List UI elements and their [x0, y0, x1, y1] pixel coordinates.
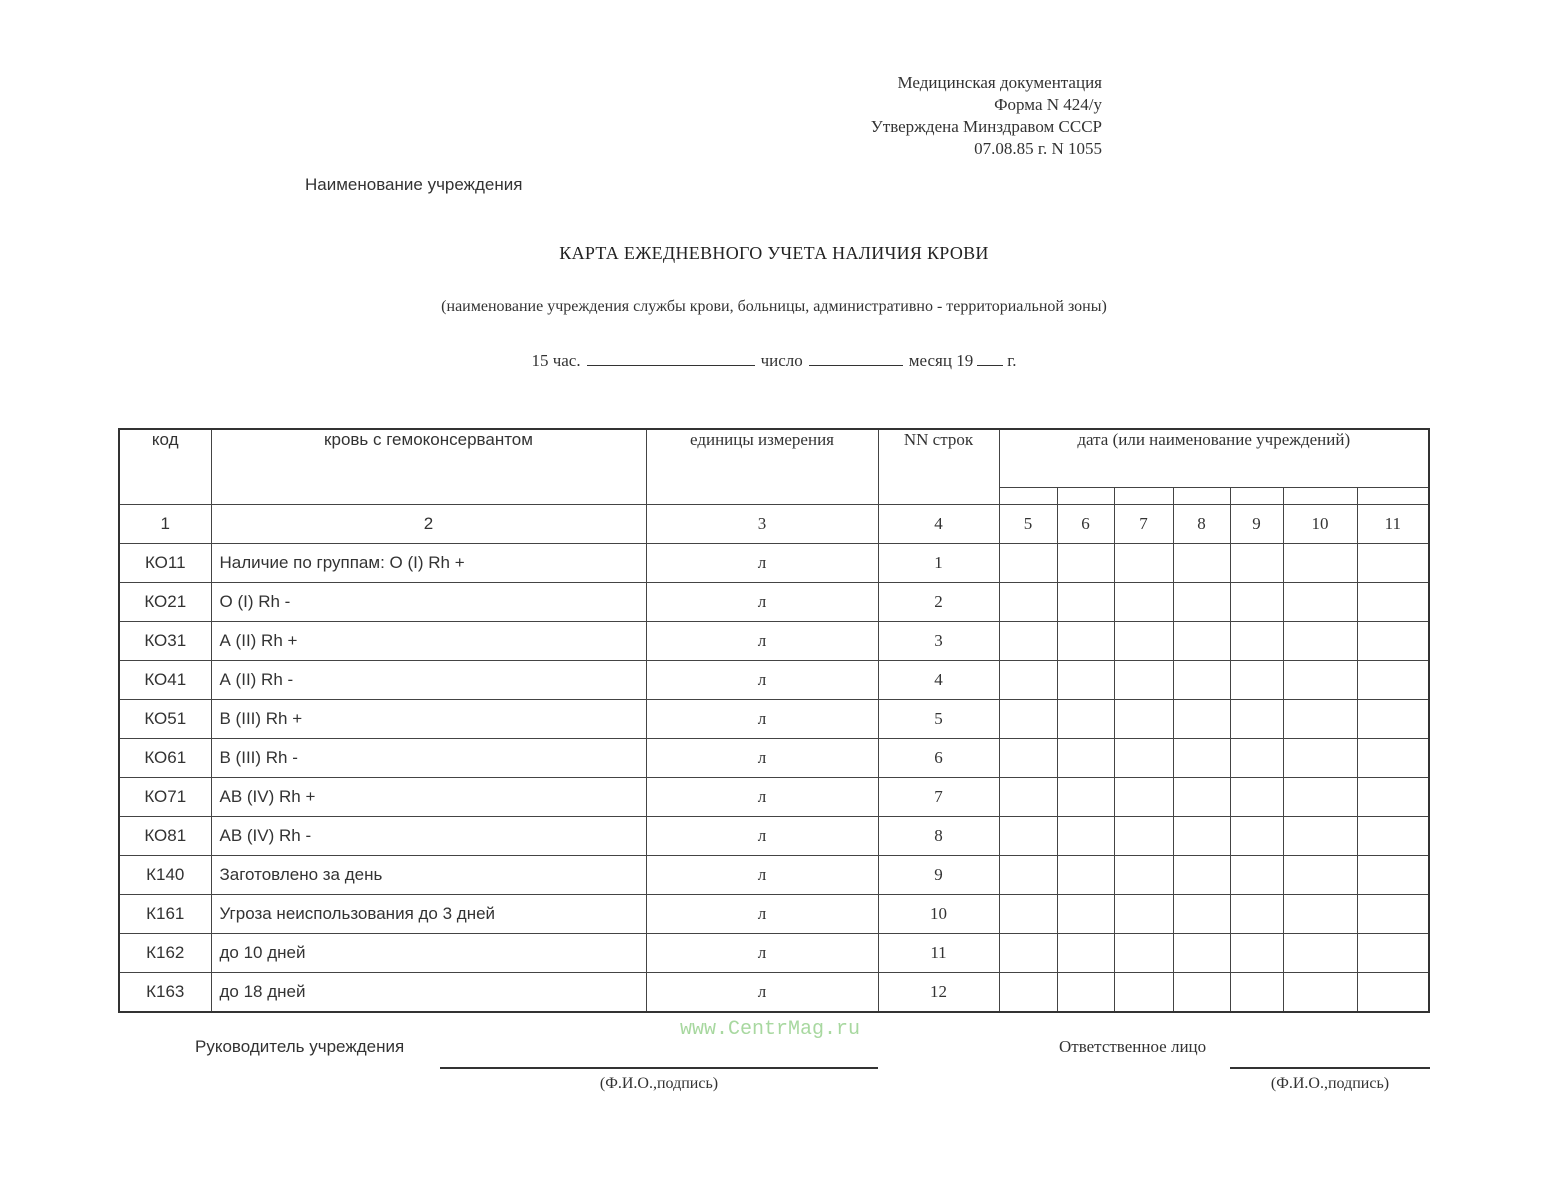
row-code: КО61	[119, 739, 211, 778]
table-header-row	[119, 429, 1429, 488]
date-entry-cell[interactable]	[1114, 583, 1173, 622]
header-code: код	[119, 429, 211, 505]
row-code: КО81	[119, 817, 211, 856]
institution-label: Наименование учреждения	[305, 175, 523, 194]
header-blood: кровь с гемоконсервантом	[211, 429, 646, 505]
date-entry-cell[interactable]	[1357, 817, 1429, 856]
date-entry-cell[interactable]	[1173, 700, 1230, 739]
row-unit: л	[646, 934, 878, 973]
date-entry-cell[interactable]	[1173, 622, 1230, 661]
date-entry-cell[interactable]	[999, 856, 1057, 895]
dateline-hours: 15 час.	[531, 351, 581, 370]
date-entry-cell[interactable]	[999, 817, 1057, 856]
row-code: КО71	[119, 778, 211, 817]
date-entry-cell[interactable]	[1357, 544, 1429, 583]
column-number-10: 10	[1283, 505, 1357, 544]
signature-right-label: Ответственное лицо	[1059, 1037, 1207, 1056]
row-unit: л	[646, 895, 878, 934]
date-entry-cell[interactable]	[999, 778, 1057, 817]
row-unit: л	[646, 583, 878, 622]
column-number-9: 9	[1230, 505, 1283, 544]
signature-right-caption: (Ф.И.О.,подпись)	[1270, 1075, 1390, 1092]
row-name: Заготовлено за день	[211, 856, 646, 895]
date-entry-cell[interactable]	[1173, 856, 1230, 895]
date-entry-cell[interactable]	[1230, 700, 1283, 739]
row-number: 8	[878, 817, 999, 856]
row-unit: л	[646, 817, 878, 856]
form-subtitle: (наименование учреждения службы крови, больницы, административно - территориальной зоны)	[441, 298, 1107, 315]
table-row	[119, 895, 1429, 934]
date-entry-cell[interactable]	[1057, 700, 1114, 739]
row-number: 9	[878, 856, 999, 895]
table-row	[119, 817, 1429, 856]
date-entry-cell[interactable]	[1357, 973, 1429, 1013]
row-code: КО51	[119, 700, 211, 739]
column-number-5: 5	[999, 505, 1057, 544]
date-entry-cell[interactable]	[1357, 739, 1429, 778]
header-date: дата (или наименование учреждений)	[999, 429, 1429, 488]
date-subheader-cell	[1230, 488, 1283, 505]
date-entry-cell[interactable]	[1173, 895, 1230, 934]
table-row	[119, 661, 1429, 700]
signature-right-line[interactable]	[1230, 1067, 1430, 1069]
row-code: КО41	[119, 661, 211, 700]
date-entry-cell[interactable]	[1173, 661, 1230, 700]
date-entry-cell[interactable]	[1173, 778, 1230, 817]
date-entry-cell[interactable]	[999, 895, 1057, 934]
date-entry-cell[interactable]	[1057, 661, 1114, 700]
watermark: www.CentrMag.ru	[680, 1018, 861, 1041]
date-entry-cell[interactable]	[999, 583, 1057, 622]
date-entry-cell[interactable]	[999, 973, 1057, 1013]
year-blank-field[interactable]	[977, 351, 1003, 366]
date-entry-cell[interactable]	[999, 700, 1057, 739]
row-name: АВ (IV) Rh +	[211, 778, 646, 817]
table-row	[119, 700, 1429, 739]
date-entry-cell[interactable]	[1230, 661, 1283, 700]
date-entry-cell[interactable]	[1057, 739, 1114, 778]
date-subheader-cell	[999, 488, 1057, 505]
date-entry-cell[interactable]	[1230, 778, 1283, 817]
date-entry-cell[interactable]	[1173, 544, 1230, 583]
hours-blank-field[interactable]	[587, 351, 755, 366]
row-number: 7	[878, 778, 999, 817]
date-entry-cell[interactable]	[1114, 817, 1173, 856]
date-subheader-cell	[1057, 488, 1114, 505]
row-number: 11	[878, 934, 999, 973]
date-entry-cell[interactable]	[999, 661, 1057, 700]
date-entry-cell[interactable]	[1057, 856, 1114, 895]
row-name: В (III) Rh -	[211, 739, 646, 778]
row-unit: л	[646, 856, 878, 895]
date-entry-cell[interactable]	[1230, 544, 1283, 583]
row-code: КО11	[119, 544, 211, 583]
date-entry-cell[interactable]	[1357, 856, 1429, 895]
row-unit: л	[646, 544, 878, 583]
date-entry-cell[interactable]	[1114, 895, 1173, 934]
date-entry-cell[interactable]	[1114, 973, 1173, 1013]
date-entry-cell[interactable]	[1357, 934, 1429, 973]
header-line-1: Медицинская документация	[897, 73, 1102, 92]
date-entry-cell[interactable]	[1114, 856, 1173, 895]
date-entry-cell[interactable]	[1283, 895, 1357, 934]
row-number: 4	[878, 661, 999, 700]
date-entry-cell[interactable]	[1057, 583, 1114, 622]
date-entry-cell[interactable]	[1114, 778, 1173, 817]
date-entry-cell[interactable]	[1057, 544, 1114, 583]
date-subheader-cell	[1283, 488, 1357, 505]
date-entry-cell[interactable]	[1114, 739, 1173, 778]
date-entry-cell[interactable]	[1283, 778, 1357, 817]
date-entry-cell[interactable]	[999, 739, 1057, 778]
date-entry-cell[interactable]	[1173, 934, 1230, 973]
date-entry-cell[interactable]	[1230, 856, 1283, 895]
row-number: 12	[878, 973, 999, 1013]
date-entry-cell[interactable]	[1230, 622, 1283, 661]
date-entry-cell[interactable]	[1173, 739, 1230, 778]
row-unit: л	[646, 973, 878, 1013]
column-number-3: 3	[646, 505, 878, 544]
column-number-1: 1	[119, 505, 211, 544]
row-number: 5	[878, 700, 999, 739]
signature-left-label: Руководитель учреждения	[195, 1037, 405, 1056]
date-entry-cell[interactable]	[1057, 817, 1114, 856]
row-name: О (I) Rh -	[211, 583, 646, 622]
signature-left-line[interactable]	[440, 1067, 878, 1069]
header-row-no: NN строк	[878, 429, 999, 505]
column-number-11: 11	[1357, 505, 1429, 544]
row-code: КО31	[119, 622, 211, 661]
date-entry-cell[interactable]	[1283, 700, 1357, 739]
date-entry-cell[interactable]	[1283, 622, 1357, 661]
row-number: 6	[878, 739, 999, 778]
date-entry-cell[interactable]	[1230, 973, 1283, 1013]
date-subheader-cell	[1173, 488, 1230, 505]
header-line-4: 07.08.85 г. N 1055	[974, 139, 1102, 158]
column-number-row	[119, 505, 1429, 544]
row-unit: л	[646, 778, 878, 817]
date-entry-cell[interactable]	[1283, 739, 1357, 778]
row-code: К162	[119, 934, 211, 973]
date-entry-cell[interactable]	[1057, 973, 1114, 1013]
row-name: А (II) Rh +	[211, 622, 646, 661]
row-name: до 10 дней	[211, 934, 646, 973]
row-number: 1	[878, 544, 999, 583]
column-number-4: 4	[878, 505, 999, 544]
row-name: АВ (IV) Rh -	[211, 817, 646, 856]
date-entry-cell[interactable]	[1357, 622, 1429, 661]
date-entry-cell[interactable]	[1357, 583, 1429, 622]
date-entry-cell[interactable]	[1057, 622, 1114, 661]
date-entry-cell[interactable]	[1173, 583, 1230, 622]
row-unit: л	[646, 700, 878, 739]
date-entry-cell[interactable]	[1114, 700, 1173, 739]
row-unit: л	[646, 622, 878, 661]
date-entry-cell[interactable]	[1114, 934, 1173, 973]
date-entry-cell[interactable]	[1230, 934, 1283, 973]
table-row	[119, 622, 1429, 661]
date-entry-cell[interactable]	[1283, 544, 1357, 583]
row-code: КО21	[119, 583, 211, 622]
dateline-year-suffix: г.	[1007, 351, 1017, 370]
dateline-day: число	[760, 351, 803, 370]
signature-left-caption: (Ф.И.О.,подпись)	[599, 1075, 719, 1092]
date-entry-cell[interactable]	[1357, 661, 1429, 700]
row-code: К140	[119, 856, 211, 895]
date-entry-cell[interactable]	[1230, 895, 1283, 934]
column-number-2: 2	[211, 505, 646, 544]
dateline-month-year: месяц 19	[908, 351, 974, 370]
date-entry-cell[interactable]	[1114, 544, 1173, 583]
date-entry-cell[interactable]	[1357, 895, 1429, 934]
blood-inventory-table	[118, 428, 1430, 1013]
row-name: Наличие по группам: О (I) Rh +	[211, 544, 646, 583]
date-entry-cell[interactable]	[1230, 739, 1283, 778]
table-row	[119, 778, 1429, 817]
table-row	[119, 973, 1429, 1013]
row-number: 2	[878, 583, 999, 622]
date-entry-cell[interactable]	[1283, 856, 1357, 895]
date-entry-cell[interactable]	[1230, 817, 1283, 856]
date-entry-cell[interactable]	[999, 544, 1057, 583]
date-entry-cell[interactable]	[1173, 973, 1230, 1013]
header-line-3: Утверждена Минздравом СССР	[870, 117, 1102, 136]
date-entry-cell[interactable]	[1057, 934, 1114, 973]
row-code: К161	[119, 895, 211, 934]
date-entry-cell[interactable]	[1230, 583, 1283, 622]
date-entry-cell[interactable]	[999, 934, 1057, 973]
header-units: единицы измерения	[646, 429, 878, 505]
row-name: до 18 дней	[211, 973, 646, 1013]
form-title: КАРТА ЕЖЕДНЕВНОГО УЧЕТА НАЛИЧИЯ КРОВИ	[559, 243, 989, 263]
day-blank-field[interactable]	[809, 351, 903, 366]
row-number: 3	[878, 622, 999, 661]
date-entry-cell[interactable]	[999, 622, 1057, 661]
date-entry-cell[interactable]	[1283, 661, 1357, 700]
header-line-2: Форма N 424/у	[994, 95, 1102, 114]
date-entry-cell[interactable]	[1283, 973, 1357, 1013]
column-number-8: 8	[1173, 505, 1230, 544]
dateline	[0, 351, 1548, 371]
table-row	[119, 544, 1429, 583]
table-row	[119, 583, 1429, 622]
column-number-6: 6	[1057, 505, 1114, 544]
date-entry-cell[interactable]	[1283, 817, 1357, 856]
date-entry-cell[interactable]	[1283, 934, 1357, 973]
date-entry-cell[interactable]	[1114, 622, 1173, 661]
row-code: К163	[119, 973, 211, 1013]
date-subheader-cell	[1357, 488, 1429, 505]
table-row	[119, 856, 1429, 895]
date-entry-cell[interactable]	[1057, 895, 1114, 934]
table-row	[119, 934, 1429, 973]
date-entry-cell[interactable]	[1114, 661, 1173, 700]
form-header-block	[802, 72, 1102, 160]
date-subheader-cell	[1114, 488, 1173, 505]
row-unit: л	[646, 739, 878, 778]
column-number-7: 7	[1114, 505, 1173, 544]
date-entry-cell[interactable]	[1357, 700, 1429, 739]
row-unit: л	[646, 661, 878, 700]
row-name: В (III) Rh +	[211, 700, 646, 739]
row-name: Угроза неиспользования до 3 дней	[211, 895, 646, 934]
row-number: 10	[878, 895, 999, 934]
row-name: А (II) Rh -	[211, 661, 646, 700]
table-row	[119, 739, 1429, 778]
date-entry-cell[interactable]	[1173, 817, 1230, 856]
date-entry-cell[interactable]	[1357, 778, 1429, 817]
date-entry-cell[interactable]	[1057, 778, 1114, 817]
date-entry-cell[interactable]	[1283, 583, 1357, 622]
